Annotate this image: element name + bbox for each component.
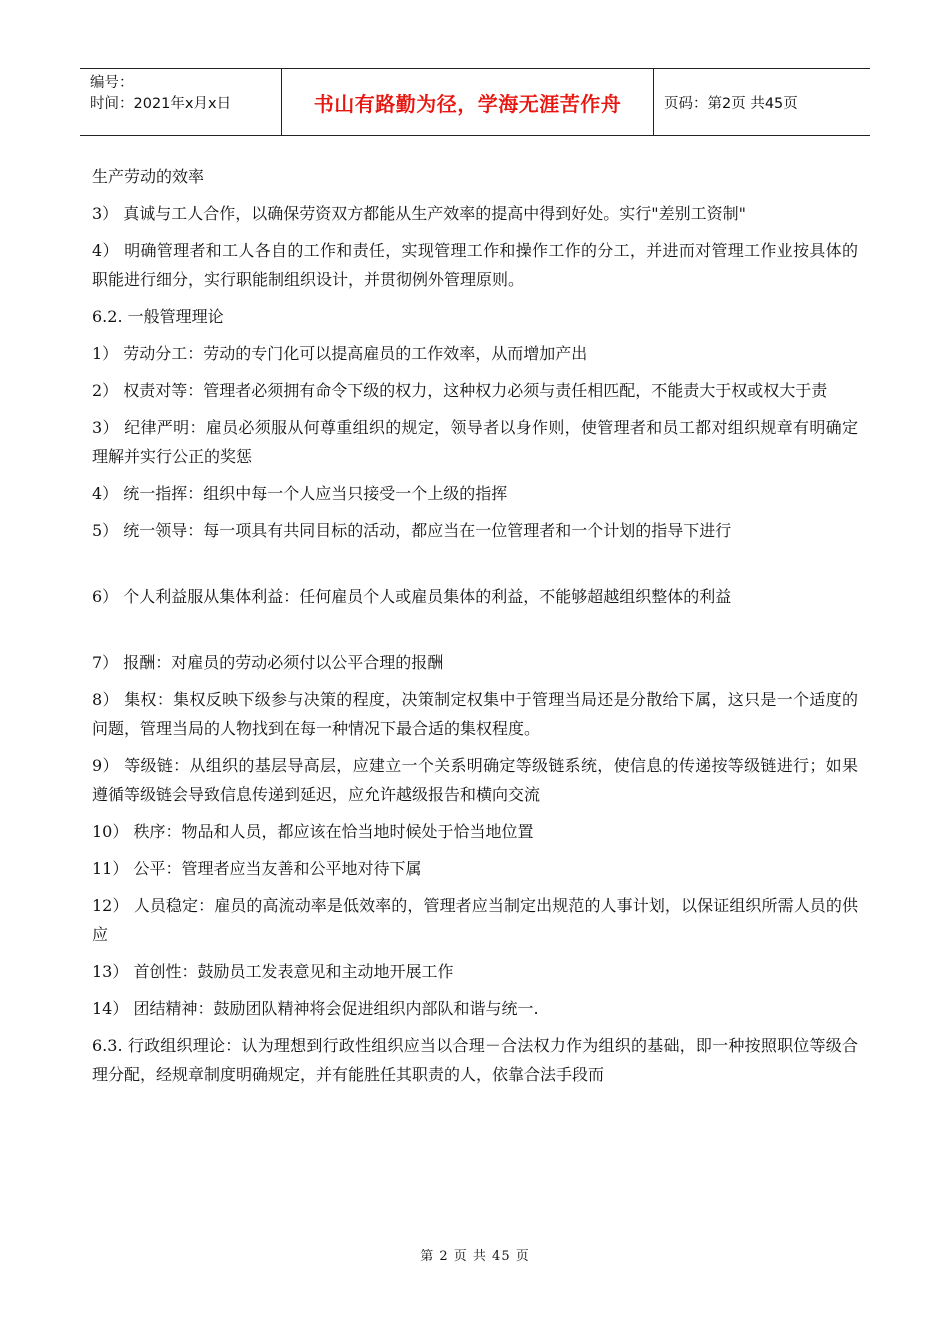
list-item: 11） 公平：管理者应当友善和公平地对待下属 bbox=[92, 859, 422, 878]
header-page-label: 页码：第2页 共45页 bbox=[664, 95, 798, 112]
section-heading: 6.3. 行政组织理论：认为理想到行政性组织应当以合理－合法权力作为组织的基础，即一种按照职位等级合理分配，经规章制度明确规定，并有能胜任其职责的人，依靠合法手段而 bbox=[92, 1036, 858, 1084]
list-item: 5） 统一领导：每一项具有共同目标的活动，都应当在一位管理者和一个计划的指导下进行 bbox=[92, 521, 732, 540]
paragraph: 3） 真诚与工人合作，以确保劳资双方都能从生产效率的提高中得到好处。实行"差别工资制" bbox=[92, 204, 746, 223]
list-item: 14） 团结精神：鼓励团队精神将会促进组织内部队和谐与统一. bbox=[92, 999, 539, 1018]
list-item: 10） 秩序：物品和人员，都应该在恰当地时候处于恰当地位置 bbox=[92, 822, 534, 841]
header-page-cell bbox=[654, 69, 870, 135]
list-item: 6） 个人利益服从集体利益：任何雇员个人或雇员集体的利益，不能够超越组织整体的利益 bbox=[92, 587, 732, 606]
page-header bbox=[80, 68, 870, 136]
page-footer: 第 2 页 共 45 页 bbox=[420, 1249, 530, 1264]
paragraph: 生产劳动的效率 bbox=[92, 167, 205, 186]
document-body bbox=[92, 162, 858, 1097]
list-item: 8） 集权：集权反映下级参与决策的程度，决策制定权集中于管理当局还是分散给下属，这只是一个适度的问题，管理当局的人物找到在每一种情况下最合适的集权程度。 bbox=[92, 690, 858, 738]
document-number-label: 编号： bbox=[90, 75, 134, 91]
list-item: 2） 权责对等：管理者必须拥有命令下级的权力，这种权力必须与责任相匹配，不能责大于权或权大于责 bbox=[92, 381, 828, 400]
paragraph: 4） 明确管理者和工人各自的工作和责任，实现管理工作和操作工作的分工，并进而对管理工作业按具体的职能进行细分，实行职能制组织设计，并贯彻例外管理原则。 bbox=[92, 241, 858, 289]
header-motto-cell bbox=[282, 69, 654, 135]
list-item: 4） 统一指挥：组织中每一个人应当只接受一个上级的指挥 bbox=[92, 484, 508, 503]
header-motto: 书山有路勤为径，学海无涯苦作舟 bbox=[313, 91, 622, 116]
list-item: 3） 纪律严明：雇员必须服从何尊重组织的规定，领导者以身作则，使管理者和员工都对组织规章有明确定理解并实行公正的奖惩 bbox=[92, 418, 858, 466]
header-meta bbox=[80, 69, 282, 135]
list-item: 7） 报酬：对雇员的劳动必须付以公平合理的报酬 bbox=[92, 653, 444, 672]
document-date-label: 时间：2021年x月x日 bbox=[90, 96, 232, 112]
list-item: 12） 人员稳定：雇员的高流动率是低效率的，管理者应当制定出规范的人事计划，以保证组织所需人员的供应 bbox=[92, 896, 858, 944]
list-item: 1） 劳动分工：劳动的专门化可以提高雇员的工作效率，从而增加产出 bbox=[92, 344, 588, 363]
list-item: 13） 首创性：鼓励员工发表意见和主动地开展工作 bbox=[92, 962, 454, 981]
section-heading: 6.2. 一般管理理论 bbox=[92, 307, 224, 326]
list-item: 9） 等级链：从组织的基层导高层，应建立一个关系明确定等级链系统，使信息的传递按等级链进行；如果遵循等级链会导致信息传递到延迟，应允许越级报告和横向交流 bbox=[92, 756, 858, 804]
